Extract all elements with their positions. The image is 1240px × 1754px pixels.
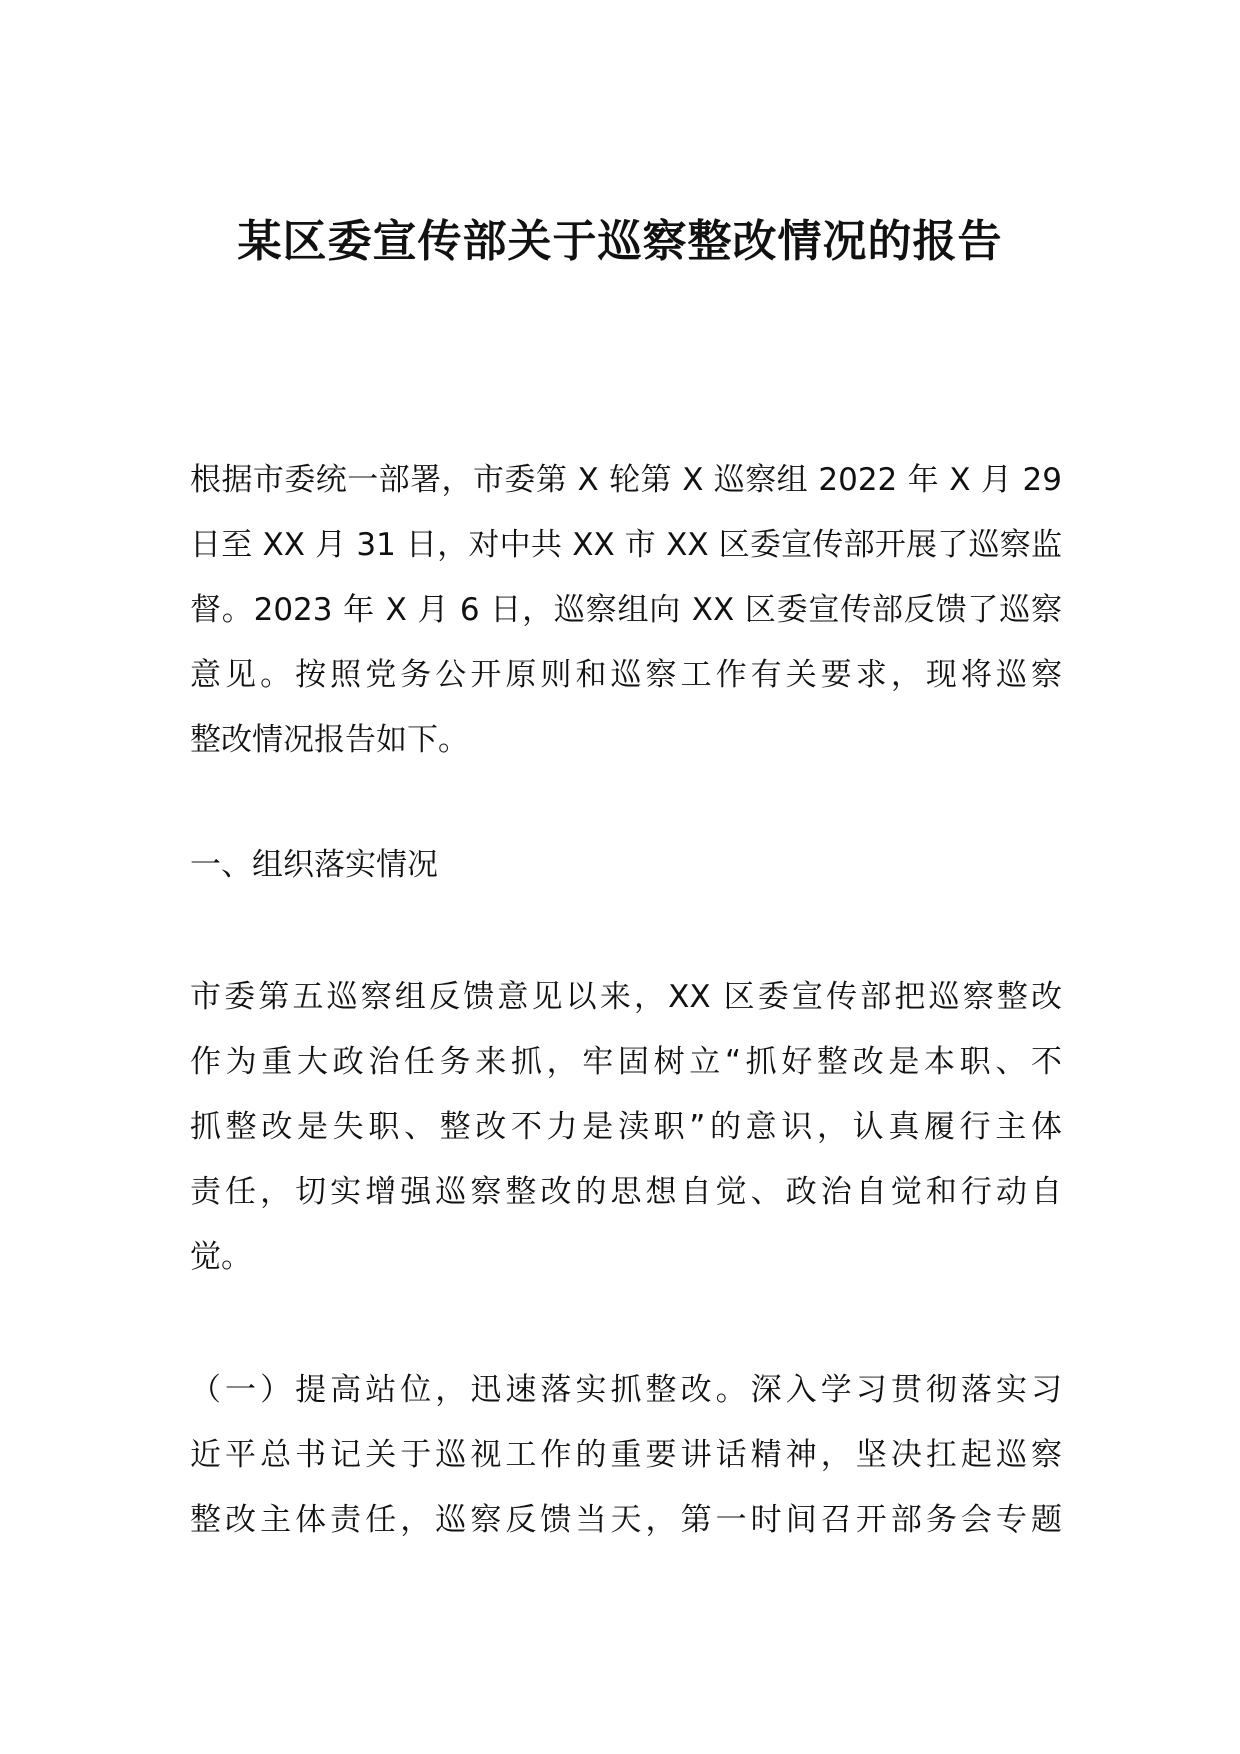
text-line: 觉。	[190, 1239, 252, 1275]
text-line: 市委第五巡察组反馈意见以来，XX 区委宣传部把巡察整改	[190, 979, 1062, 1015]
text-line: （一）提高站位，迅速落实抓整改。深入学习贯彻落实习	[190, 1372, 1062, 1408]
subsection-paragraph	[190, 1358, 1062, 1553]
heading-text: 一、组织落实情况	[190, 847, 438, 883]
text-line: 整改主体责任，巡察反馈当天，第一时间召开部务会专题	[190, 1502, 1062, 1538]
text-line: 抓整改是失职、整改不力是渎职”的意识，认真履行主体	[190, 1109, 1062, 1145]
document-title: 某区委宣传部关于巡察整改情况的报告	[237, 216, 1003, 267]
text-line: 日至 XX 月 31 日，对中共 XX 市 XX 区委宣传部开展了巡察监	[190, 527, 1062, 563]
intro-paragraph	[190, 448, 1062, 773]
text-line: 整改情况报告如下。	[190, 722, 469, 758]
text-line: 责任，切实增强巡察整改的思想自觉、政治自觉和行动自	[190, 1174, 1062, 1210]
text-line: 根据市委统一部署，市委第 X 轮第 X 巡察组 2022 年 X 月 29	[190, 462, 1062, 498]
section-heading	[190, 833, 1062, 898]
text-line: 意见。按照党务公开原则和巡察工作有关要求，现将巡察	[190, 657, 1062, 693]
body-paragraph	[190, 965, 1062, 1290]
text-line: 近平总书记关于巡视工作的重要讲话精神，坚决扛起巡察	[190, 1437, 1062, 1473]
text-line: 督。2023 年 X 月 6 日，巡察组向 XX 区委宣传部反馈了巡察	[190, 592, 1062, 628]
text-line: 作为重大政治任务来抓，牢固树立“抓好整改是本职、不	[190, 1044, 1062, 1080]
